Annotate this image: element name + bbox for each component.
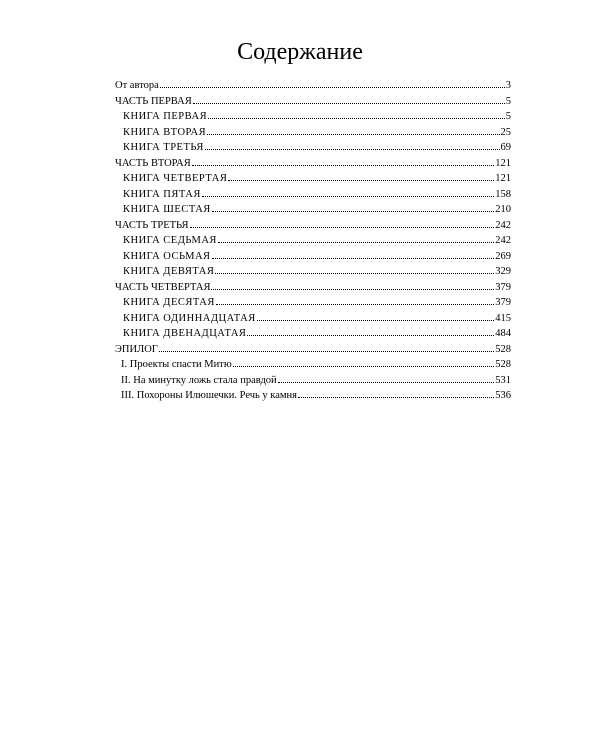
dot-leader <box>159 350 494 352</box>
toc-entry[interactable] <box>115 218 511 234</box>
toc-entry[interactable] <box>115 264 511 280</box>
toc-entry[interactable] <box>115 233 511 249</box>
toc-entry[interactable] <box>115 373 511 389</box>
toc-entry-page: 158 <box>495 188 511 200</box>
toc-entry-page: 379 <box>495 297 511 308</box>
toc-entry[interactable] <box>115 140 511 156</box>
dot-leader <box>257 319 495 321</box>
toc-entry-page: 329 <box>495 266 511 277</box>
dot-leader <box>193 102 505 104</box>
toc-entry-page: 528 <box>495 359 511 370</box>
dot-leader <box>212 210 494 212</box>
toc-entry-label: ЭПИЛОГ <box>115 343 158 355</box>
toc-entry[interactable] <box>115 109 511 125</box>
dot-leader <box>298 396 494 398</box>
toc-entry[interactable] <box>115 388 511 404</box>
toc-entry[interactable] <box>115 171 511 187</box>
toc-entry-page: 379 <box>495 281 511 293</box>
toc-entry[interactable] <box>115 202 511 218</box>
toc-entry-label: ЧАСТЬ ЧЕТВЕРТАЯ <box>115 281 211 293</box>
toc-entry-label: КНИГА ДЕСЯТАЯ <box>123 297 215 308</box>
toc-entry-page: 528 <box>495 343 511 355</box>
toc-entry-label: КНИГА ДВЕНАДЦАТАЯ <box>123 328 247 339</box>
toc-entry-label: От автора <box>115 80 159 91</box>
toc-entry-page: 5 <box>505 111 511 122</box>
toc-entry-label: КНИГА ПЕРВАЯ <box>123 111 208 122</box>
dot-leader <box>218 241 494 243</box>
dot-leader <box>192 164 494 166</box>
toc-entry-page: 5 <box>505 95 511 107</box>
toc-entry-label: КНИГА ОСЬМАЯ <box>123 250 211 262</box>
dot-leader <box>233 365 495 367</box>
toc-entry-label: КНИГА ШЕСТАЯ <box>123 204 211 215</box>
dot-leader <box>278 381 495 383</box>
toc-entry[interactable] <box>115 357 511 373</box>
toc-entry-page: 536 <box>495 390 511 401</box>
page-title: Содержание <box>237 39 363 65</box>
toc-entry[interactable] <box>115 295 511 311</box>
toc-entry-page: 531 <box>495 374 511 386</box>
toc-entry-label: III. Похороны Илюшечки. Речь у камня <box>121 390 297 401</box>
dot-leader <box>228 179 494 181</box>
dot-leader <box>216 303 494 305</box>
toc-entry-label: КНИГА СЕДЬМАЯ <box>123 235 217 246</box>
toc-entry-label: ЧАСТЬ ТРЕТЬЯ <box>115 219 189 231</box>
toc-entry-label: КНИГА ЧЕТВЕРТАЯ <box>123 173 228 184</box>
dot-leader <box>205 148 500 150</box>
toc-entry-label: I. Проекты спасти Митю <box>121 359 232 370</box>
toc-entry[interactable] <box>115 187 511 203</box>
toc-entry[interactable] <box>115 249 511 265</box>
toc-entry[interactable] <box>115 78 511 94</box>
toc-entry-label: КНИГА ВТОРАЯ <box>123 126 207 138</box>
dot-leader <box>247 334 494 336</box>
toc-entry-label: ЧАСТЬ ВТОРАЯ <box>115 157 191 169</box>
dot-leader <box>212 257 495 259</box>
toc-entry-page: 484 <box>495 328 511 339</box>
toc-entry[interactable] <box>115 342 511 358</box>
toc-entry-label: КНИГА ПЯТАЯ <box>123 188 201 200</box>
dot-leader <box>207 133 499 135</box>
dot-leader <box>190 226 495 228</box>
toc-entry-page: 242 <box>495 235 511 246</box>
table-of-contents <box>115 78 511 404</box>
toc-entry-label: КНИГА ТРЕТЬЯ <box>123 142 204 153</box>
toc-entry-page: 210 <box>495 204 511 215</box>
dot-leader <box>160 86 505 88</box>
toc-entry-page: 69 <box>500 142 511 153</box>
toc-entry-page: 121 <box>495 157 511 169</box>
toc-entry[interactable] <box>115 280 511 296</box>
toc-entry-label: КНИГА ОДИННАДЦАТАЯ <box>123 312 256 324</box>
toc-entry-page: 415 <box>495 312 511 324</box>
toc-entry-page: 269 <box>495 250 511 262</box>
toc-entry[interactable] <box>115 311 511 327</box>
toc-entry[interactable] <box>115 326 511 342</box>
dot-leader <box>202 195 494 197</box>
toc-entry-label: II. На минутку ложь стала правдой <box>121 374 277 386</box>
toc-entry-label: КНИГА ДЕВЯТАЯ <box>123 266 215 277</box>
toc-entry-page: 25 <box>500 126 511 138</box>
toc-entry[interactable] <box>115 125 511 141</box>
toc-entry[interactable] <box>115 156 511 172</box>
toc-entry[interactable] <box>115 94 511 110</box>
toc-entry-page: 242 <box>495 219 511 231</box>
dot-leader <box>208 117 505 119</box>
toc-entry-page: 3 <box>505 80 511 91</box>
dot-leader <box>211 288 494 290</box>
toc-entry-label: ЧАСТЬ ПЕРВАЯ <box>115 95 192 107</box>
dot-leader <box>215 272 494 274</box>
toc-entry-page: 121 <box>495 173 511 184</box>
